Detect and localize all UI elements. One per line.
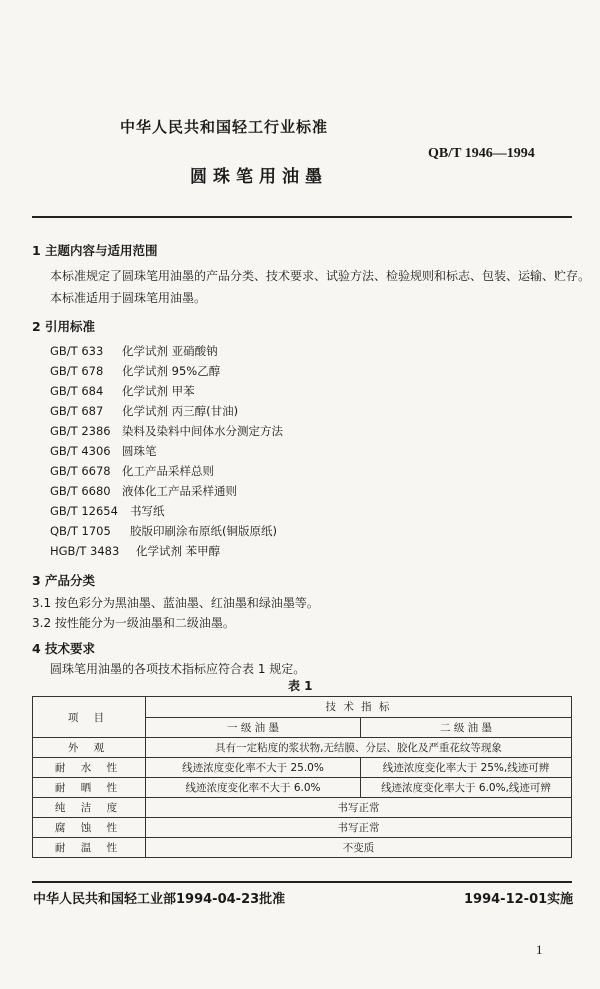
ref-item bbox=[50, 363, 220, 379]
table-row bbox=[33, 778, 572, 798]
ref-code: GB/T 6678 bbox=[50, 464, 111, 478]
section-2-heading: 2 引用标准 bbox=[32, 319, 96, 334]
spec-table bbox=[32, 696, 572, 858]
col-header-grade-2: 二 级 油 墨 bbox=[361, 717, 572, 738]
ref-item bbox=[50, 503, 165, 519]
section-4-intro: 圆珠笔用油墨的各项技术指标应符合表 1 规定。 bbox=[50, 662, 306, 676]
ref-name: 染料及染料中间体水分测定方法 bbox=[122, 424, 283, 438]
row-value: 具有一定粘度的浆状物,无结膜、分层、胶化及严重花纹等现象 bbox=[146, 738, 572, 758]
table-header-row bbox=[33, 697, 572, 718]
table-row bbox=[33, 798, 572, 818]
ref-item bbox=[50, 443, 157, 459]
row-value: 书写正常 bbox=[146, 818, 572, 838]
row-label: 耐 水 性 bbox=[33, 758, 146, 778]
section-1-line-1: 本标准规定了圆珠笔用油墨的产品分类、技术要求、试验方法、检验规则和标志、包装、运输、贮存。 bbox=[50, 269, 591, 283]
ref-item bbox=[50, 463, 214, 479]
row-label: 耐 晒 性 bbox=[33, 778, 146, 798]
ref-name: 化学试剂 甲苯 bbox=[122, 384, 195, 398]
row-label: 外 观 bbox=[33, 738, 146, 758]
ref-item bbox=[50, 423, 283, 439]
ref-item bbox=[50, 343, 218, 359]
ref-item bbox=[50, 523, 277, 539]
ref-name: 化学试剂 丙三醇(甘油) bbox=[122, 404, 239, 418]
ref-name: 书写纸 bbox=[130, 504, 165, 518]
row-value-grade-1: 线迹浓度变化率不大于 6.0% bbox=[146, 778, 361, 798]
page-number: 1 bbox=[536, 942, 543, 957]
col-header-grade-1: 一 级 油 墨 bbox=[146, 717, 361, 738]
ref-code: GB/T 687 bbox=[50, 404, 104, 418]
ref-code: GB/T 678 bbox=[50, 364, 104, 378]
table-row bbox=[33, 738, 572, 758]
row-value-grade-1: 线迹浓度变化率不大于 25.0% bbox=[146, 758, 361, 778]
row-label: 耐 温 性 bbox=[33, 838, 146, 858]
ref-item bbox=[50, 483, 237, 499]
footer-divider bbox=[32, 881, 572, 883]
ref-item bbox=[50, 543, 220, 559]
row-label: 腐 蚀 性 bbox=[33, 818, 146, 838]
row-value: 书写正常 bbox=[146, 798, 572, 818]
ref-code: GB/T 6680 bbox=[50, 484, 111, 498]
section-4-heading: 4 技术要求 bbox=[32, 641, 96, 656]
ref-code: GB/T 12654 bbox=[50, 504, 118, 518]
table-row bbox=[33, 818, 572, 838]
section-1-heading: 1 主题内容与适用范围 bbox=[32, 243, 158, 258]
approval-line: 中华人民共和国轻工业部1994-04-23批准 bbox=[33, 892, 286, 907]
ref-code: GB/T 684 bbox=[50, 384, 104, 398]
group-header: 技 术 指 标 bbox=[146, 697, 572, 718]
table-caption: 表 1 bbox=[288, 679, 313, 693]
ref-code: QB/T 1705 bbox=[50, 524, 111, 538]
header-divider bbox=[32, 216, 572, 218]
page-title: 圆珠笔用油墨 bbox=[190, 167, 328, 187]
ref-code: HGB/T 3483 bbox=[50, 544, 120, 558]
section-1-line-2: 本标准适用于圆珠笔用油墨。 bbox=[50, 291, 207, 305]
section-3-heading: 3 产品分类 bbox=[32, 573, 96, 588]
ref-name: 胶版印刷涂布原纸(铜版原纸) bbox=[130, 524, 277, 538]
effective-date: 1994-12-01实施 bbox=[464, 892, 574, 907]
issuing-organization: 中华人民共和国轻工行业标准 bbox=[120, 118, 329, 136]
item-header: 项 目 bbox=[33, 697, 146, 738]
ref-name: 化学试剂 95%乙醇 bbox=[122, 364, 221, 378]
section-3-item-2: 3.2 按性能分为一级油墨和二级油墨。 bbox=[32, 616, 235, 630]
ref-item bbox=[50, 403, 238, 419]
ref-name: 化工产品采样总则 bbox=[122, 464, 214, 478]
standard-code: QB/T 1946—1994 bbox=[428, 146, 535, 161]
table-row bbox=[33, 758, 572, 778]
ref-name: 化学试剂 亚硝酸钠 bbox=[122, 344, 218, 358]
ref-name: 化学试剂 苯甲醇 bbox=[136, 544, 221, 558]
row-value-grade-2: 线迹浓度变化率大于 6.0%,线迹可辨 bbox=[361, 778, 572, 798]
table-row bbox=[33, 838, 572, 858]
row-value: 不变质 bbox=[146, 838, 572, 858]
ref-name: 圆珠笔 bbox=[122, 444, 157, 458]
row-label: 纯 洁 度 bbox=[33, 798, 146, 818]
ref-item bbox=[50, 383, 195, 399]
row-value-grade-2: 线迹浓度变化率大于 25%,线迹可辨 bbox=[361, 758, 572, 778]
ref-name: 液体化工产品采样通则 bbox=[122, 484, 237, 498]
ref-code: GB/T 633 bbox=[50, 344, 104, 358]
ref-code: GB/T 4306 bbox=[50, 444, 111, 458]
ref-code: GB/T 2386 bbox=[50, 424, 111, 438]
section-3-item-1: 3.1 按色彩分为黑油墨、蓝油墨、红油墨和绿油墨等。 bbox=[32, 596, 319, 610]
